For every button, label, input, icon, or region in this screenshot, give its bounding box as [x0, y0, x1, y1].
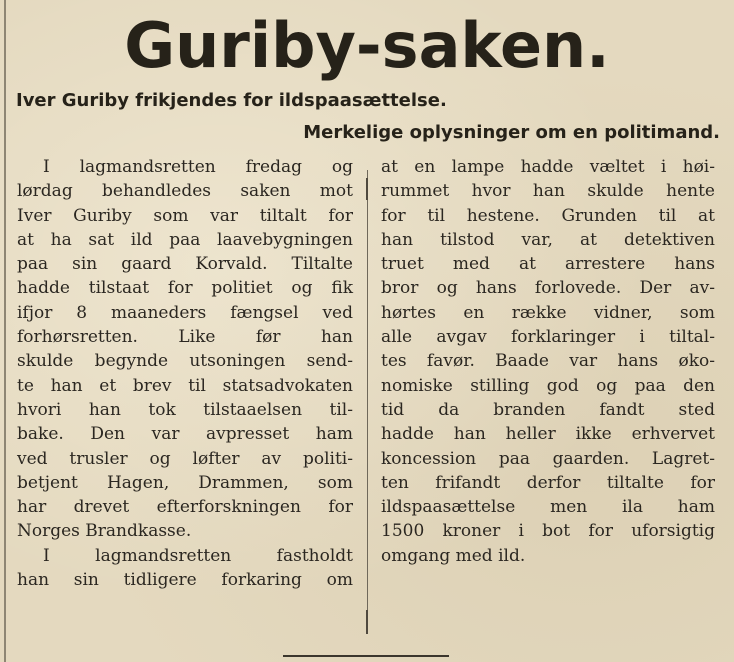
text-line: at en lampe hadde væltet i høi- — [381, 157, 715, 177]
text-line: hørtes en række vidner, som — [381, 302, 715, 323]
text-line: alle avgav forklaringer i tiltal- — [381, 327, 715, 348]
subheadline-2: Merkelige oplysninger om en politimand. — [303, 122, 720, 143]
text-line: Iver Guriby som var tiltalt for — [17, 205, 353, 226]
text-line: ildspaasættelse men ila ham — [381, 497, 715, 518]
text-line: 1500 kroner i bot for uforsigtig — [381, 521, 715, 542]
text-line: omgang med ild. — [381, 545, 526, 566]
text-line: Norges Brandkasse. — [17, 521, 192, 542]
text-line: for til hestene. Grunden til at — [381, 205, 715, 226]
text-line: betjent Hagen, Drammen, som — [17, 472, 353, 493]
text-line: hvori han tok tilstaaelsen til- — [17, 399, 353, 420]
text-line: skulde begynde utsoningen send- — [17, 351, 353, 372]
text-line: bror og hans forlovede. Der av- — [381, 278, 715, 299]
text-line: truet med at arrestere hans — [381, 254, 715, 275]
text-line: lørdag behandledes saken mot — [17, 181, 353, 202]
text-line: ten frifandt derfor tiltalte for — [381, 472, 715, 493]
subheadline-1: Iver Guriby frikjendes for ildspaasættelse. — [16, 90, 447, 111]
text-line: te han et brev til statsadvokaten — [17, 375, 353, 396]
text-line: tid da branden fandt sted — [381, 399, 715, 420]
column-divider-mark — [366, 178, 368, 200]
text-line: paa sin gaard Korvald. Tiltalte — [17, 254, 353, 275]
column-divider-mark — [366, 610, 368, 634]
text-line: I lagmandsretten fastholdt — [43, 545, 353, 566]
text-line: tes favør. Baade var hans øko- — [381, 351, 715, 372]
text-line: rummet hvor han skulde hente — [381, 181, 715, 202]
text-line: ved trusler og løfter av politi- — [17, 448, 353, 469]
text-line: har drevet efterforskningen for — [17, 497, 353, 518]
text-line: han sin tidligere forkaring om — [17, 570, 353, 591]
headline: Guriby-saken. — [124, 9, 610, 82]
article-column-right — [381, 155, 715, 568]
column-divider — [367, 170, 368, 634]
text-line: koncession paa gaarden. Lagret- — [381, 448, 715, 469]
article-column-left — [17, 155, 353, 592]
text-line: hadde tilstaat for politiet og fik — [17, 278, 353, 299]
clipping-left-edge — [4, 0, 6, 662]
text-line: nomiske stilling god og paa den — [381, 375, 715, 396]
text-line: bake. Den var avpresset ham — [17, 424, 353, 445]
text-line: ifjor 8 maaneders fængsel ved — [17, 302, 353, 323]
text-line: forhørsretten. Like før han — [17, 327, 353, 348]
text-line: hadde han heller ikke erhvervet — [381, 424, 715, 445]
text-line: han tilstod var, at detektiven — [381, 229, 715, 250]
end-of-article-rule — [283, 655, 449, 657]
text-line: I lagmandsretten fredag og — [43, 157, 353, 177]
text-line: at ha sat ild paa laavebygningen — [17, 229, 353, 250]
